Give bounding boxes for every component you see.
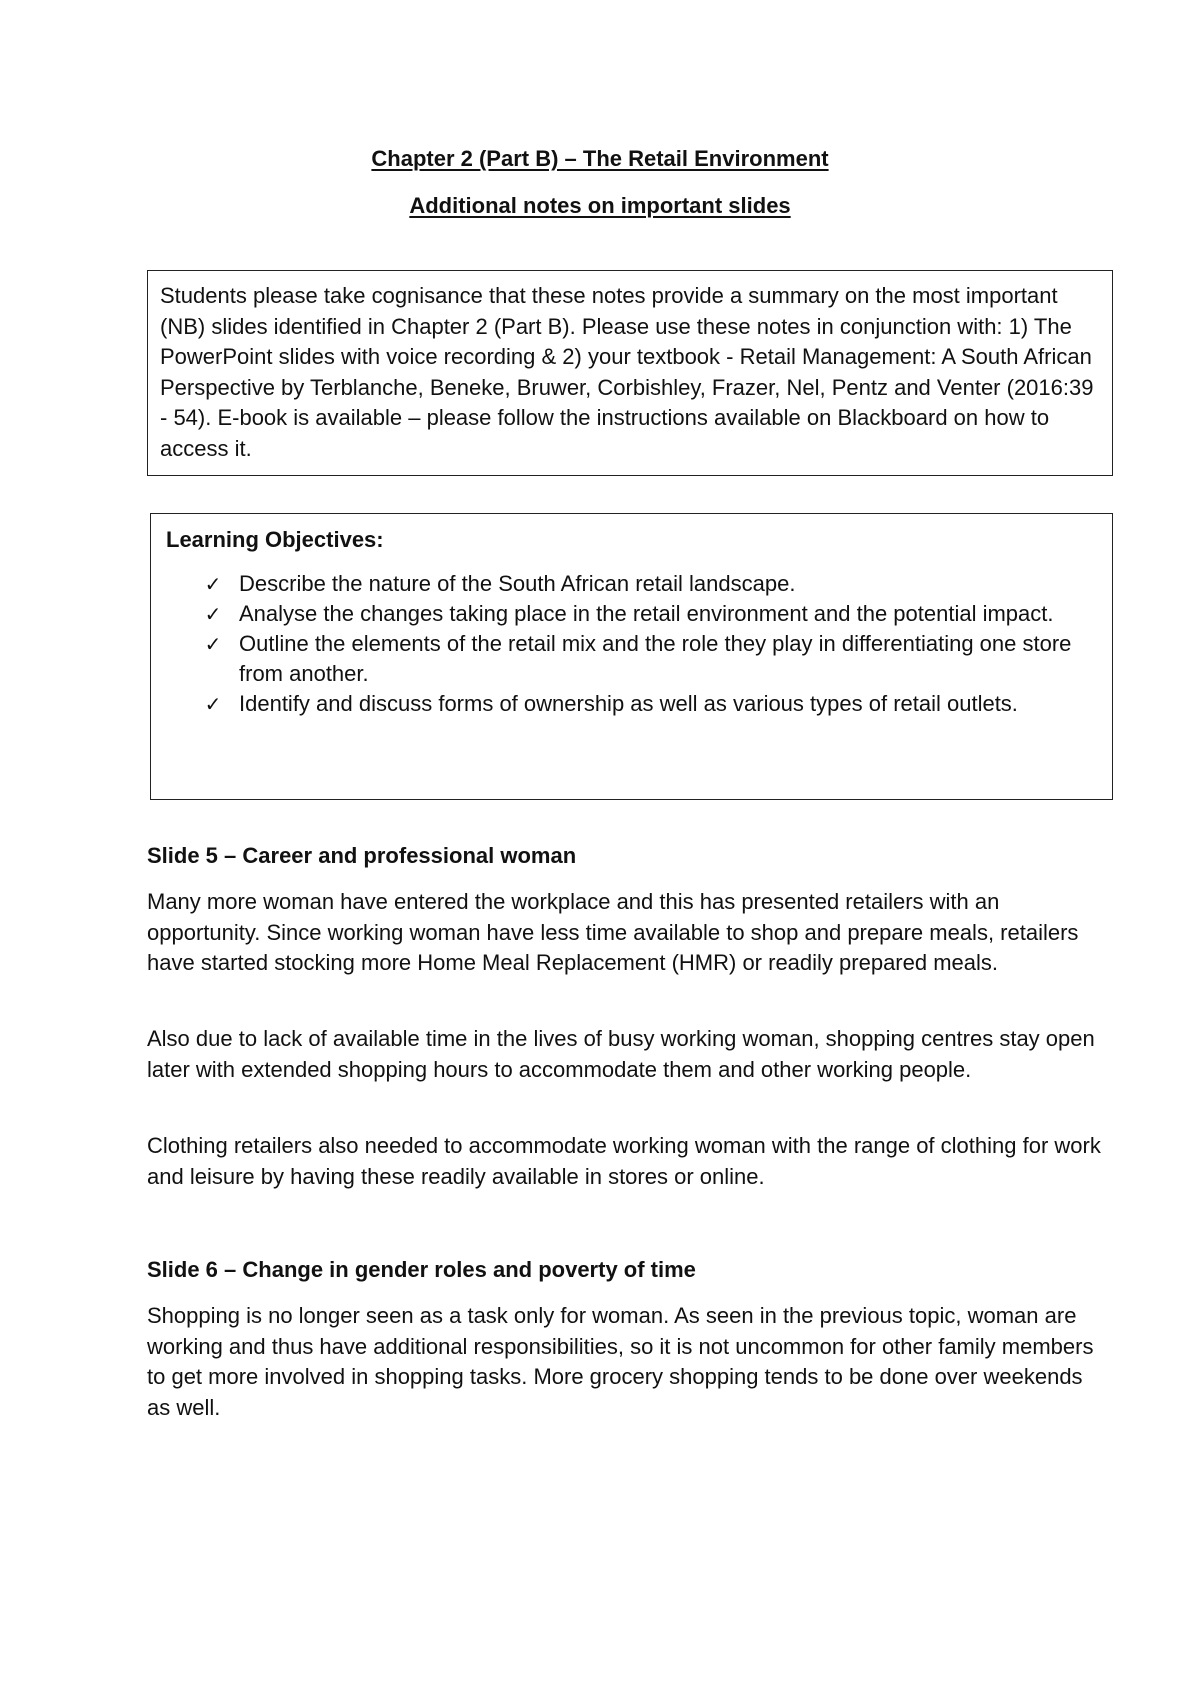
objective-text: Outline the elements of the retail mix and the role they play in differentiating one store from another. xyxy=(239,631,1072,686)
list-item xyxy=(166,599,1098,629)
checkmark-icon: ✓ xyxy=(204,572,222,596)
list-item xyxy=(166,689,1098,719)
list-item xyxy=(166,569,1098,599)
list-item xyxy=(166,629,1098,689)
slide5-paragraph-3: Clothing retailers also needed to accommodate working woman with the range of clothing for work and leisure by having these readily available in stores or online. xyxy=(147,1133,1101,1189)
objective-text: Identify and discuss forms of ownership as well as various types of retail outlets. xyxy=(239,691,1018,716)
slide5-paragraph-2: Also due to lack of available time in the lives of busy working woman, shopping centres stay open later with extended shopping hours to accommodate them and other working people. xyxy=(147,1026,1095,1082)
slide5-heading: Slide 5 – Career and professional woman xyxy=(147,843,577,868)
learning-objectives-list xyxy=(166,569,1098,719)
checkmark-icon: ✓ xyxy=(204,602,222,626)
learning-objectives-box xyxy=(150,513,1113,800)
objective-text: Describe the nature of the South African retail landscape. xyxy=(239,571,796,596)
slide6-paragraph-1: Shopping is no longer seen as a task only for woman. As seen in the previous topic, woman are working and thus have additional responsibilities, so it is not uncommon for other family members to get more involved in shopping tasks. More grocery shopping tends to be done over weekends as well. xyxy=(147,1303,1094,1420)
checkmark-icon: ✓ xyxy=(204,692,222,716)
notice-text: Students please take cognisance that these notes provide a summary on the most important (NB) slides identified in Chapter 2 (Part B). Please use these notes in conjunction with: 1) The PowerPoint slides with voice recording & 2) your textbook - Retail Management: A South African Perspective by Terblanche, Beneke, Bruwer, Corbishley, Frazer, Nel, Pentz and Venter (2016:39 - 54). E-book is available – please follow the instructions available on Blackboard on how to access it. xyxy=(160,283,1094,461)
document-title: Chapter 2 (Part B) – The Retail Environment xyxy=(371,146,829,171)
objective-text: Analyse the changes taking place in the retail environment and the potential impact. xyxy=(239,601,1054,626)
learning-objectives-heading: Learning Objectives: xyxy=(166,527,384,552)
document-subtitle: Additional notes on important slides xyxy=(409,193,791,218)
notice-box xyxy=(147,270,1113,476)
slide6-heading: Slide 6 – Change in gender roles and poverty of time xyxy=(147,1257,696,1282)
slide5-paragraph-1: Many more woman have entered the workplace and this has presented retailers with an opportunity. Since working woman have less time available to shop and prepare meals, retailers have started stocking more Home Meal Replacement (HMR) or readily prepared meals. xyxy=(147,889,1079,975)
checkmark-icon: ✓ xyxy=(204,632,222,656)
